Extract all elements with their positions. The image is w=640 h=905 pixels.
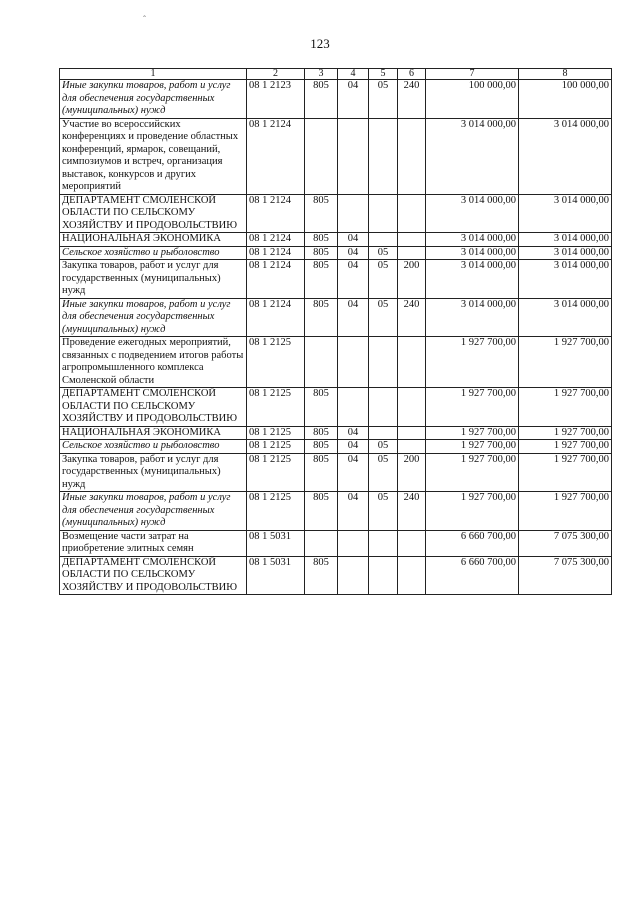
cell-target-article: 08 1 2124 <box>247 194 305 233</box>
cell-target-article: 08 1 2124 <box>247 246 305 260</box>
cell-section <box>338 118 369 194</box>
cell-target-article: 08 1 2124 <box>247 118 305 194</box>
cell-sum-year-2: 1 927 700,00 <box>519 426 612 440</box>
cell-expense-type <box>398 233 426 247</box>
cell-expense-type <box>398 426 426 440</box>
cell-sum-year-1: 3 014 000,00 <box>426 118 519 194</box>
table-row <box>60 246 612 260</box>
cell-name: Сельское хозяйство и рыболовство <box>60 440 247 454</box>
cell-expense-type: 240 <box>398 298 426 337</box>
cell-target-article: 08 1 2125 <box>247 492 305 531</box>
budget-table <box>59 68 612 595</box>
cell-sum-year-2: 3 014 000,00 <box>519 233 612 247</box>
cell-sum-year-1: 3 014 000,00 <box>426 194 519 233</box>
header-col-3: 3 <box>305 69 338 80</box>
cell-name: Иные закупки товаров, работ и услуг для обеспечения государственных (муниципальных) нужд <box>60 80 247 119</box>
table-row <box>60 118 612 194</box>
cell-department-code: 805 <box>305 194 338 233</box>
table-row <box>60 260 612 299</box>
cell-target-article: 08 1 2124 <box>247 298 305 337</box>
cell-subsection <box>369 194 398 233</box>
cell-expense-type <box>398 337 426 388</box>
cell-department-code: 805 <box>305 440 338 454</box>
cell-subsection: 05 <box>369 492 398 531</box>
cell-section: 04 <box>338 246 369 260</box>
table-row <box>60 388 612 427</box>
cell-target-article: 08 1 2125 <box>247 337 305 388</box>
table-row <box>60 194 612 233</box>
cell-expense-type <box>398 194 426 233</box>
table-row <box>60 453 612 492</box>
cell-sum-year-2: 3 014 000,00 <box>519 194 612 233</box>
cell-sum-year-1: 100 000,00 <box>426 80 519 119</box>
cell-subsection: 05 <box>369 260 398 299</box>
scan-speck: ˆ <box>143 14 146 24</box>
cell-name: Сельское хозяйство и рыболовство <box>60 246 247 260</box>
cell-subsection <box>369 426 398 440</box>
cell-department-code: 805 <box>305 492 338 531</box>
cell-section: 04 <box>338 453 369 492</box>
cell-target-article: 08 1 2123 <box>247 80 305 119</box>
cell-name: Закупка товаров, работ и услуг для государственных (муниципальных) нужд <box>60 260 247 299</box>
cell-expense-type <box>398 388 426 427</box>
cell-target-article: 08 1 2124 <box>247 233 305 247</box>
cell-department-code <box>305 530 338 556</box>
cell-department-code: 805 <box>305 453 338 492</box>
cell-section <box>338 556 369 595</box>
header-row <box>60 69 612 80</box>
table-row <box>60 530 612 556</box>
cell-subsection <box>369 388 398 427</box>
cell-sum-year-2: 7 075 300,00 <box>519 530 612 556</box>
cell-subsection <box>369 530 398 556</box>
cell-sum-year-1: 3 014 000,00 <box>426 298 519 337</box>
cell-section <box>338 530 369 556</box>
header-col-5: 5 <box>369 69 398 80</box>
cell-section <box>338 388 369 427</box>
cell-subsection <box>369 118 398 194</box>
cell-sum-year-2: 100 000,00 <box>519 80 612 119</box>
cell-section: 04 <box>338 298 369 337</box>
cell-expense-type: 240 <box>398 492 426 531</box>
cell-sum-year-2: 3 014 000,00 <box>519 118 612 194</box>
table-row <box>60 426 612 440</box>
cell-section: 04 <box>338 426 369 440</box>
header-col-6: 6 <box>398 69 426 80</box>
cell-subsection: 05 <box>369 80 398 119</box>
table-row <box>60 233 612 247</box>
table-body <box>60 80 612 595</box>
cell-sum-year-2: 1 927 700,00 <box>519 388 612 427</box>
table-row <box>60 80 612 119</box>
cell-sum-year-1: 3 014 000,00 <box>426 260 519 299</box>
table-row <box>60 440 612 454</box>
cell-subsection <box>369 233 398 247</box>
cell-target-article: 08 1 2125 <box>247 426 305 440</box>
cell-section: 04 <box>338 233 369 247</box>
cell-sum-year-1: 1 927 700,00 <box>426 388 519 427</box>
header-col-8: 8 <box>519 69 612 80</box>
table-row <box>60 337 612 388</box>
cell-section: 04 <box>338 260 369 299</box>
cell-department-code: 805 <box>305 556 338 595</box>
cell-subsection: 05 <box>369 440 398 454</box>
cell-department-code: 805 <box>305 426 338 440</box>
cell-name: Возмещение части затрат на приобретение элитных семян <box>60 530 247 556</box>
cell-subsection: 05 <box>369 453 398 492</box>
cell-sum-year-1: 6 660 700,00 <box>426 556 519 595</box>
cell-sum-year-2: 7 075 300,00 <box>519 556 612 595</box>
table-row <box>60 556 612 595</box>
cell-expense-type <box>398 530 426 556</box>
table-row <box>60 492 612 531</box>
cell-department-code <box>305 118 338 194</box>
cell-name: Иные закупки товаров, работ и услуг для обеспечения государственных (муниципальных) нужд <box>60 298 247 337</box>
table-row <box>60 298 612 337</box>
cell-sum-year-2: 3 014 000,00 <box>519 246 612 260</box>
cell-name: Проведение ежегодных мероприятий, связанных с подведением итогов работы агропромышленного комплекса Смоленской области <box>60 337 247 388</box>
cell-section <box>338 194 369 233</box>
cell-section <box>338 337 369 388</box>
cell-expense-type <box>398 118 426 194</box>
cell-sum-year-1: 1 927 700,00 <box>426 453 519 492</box>
cell-sum-year-2: 1 927 700,00 <box>519 453 612 492</box>
cell-sum-year-2: 1 927 700,00 <box>519 337 612 388</box>
header-col-4: 4 <box>338 69 369 80</box>
page-number: 123 <box>310 36 330 51</box>
cell-name: Закупка товаров, работ и услуг для государственных (муниципальных) нужд <box>60 453 247 492</box>
cell-sum-year-1: 1 927 700,00 <box>426 426 519 440</box>
cell-section: 04 <box>338 492 369 531</box>
cell-department-code: 805 <box>305 80 338 119</box>
cell-expense-type: 200 <box>398 453 426 492</box>
cell-name: НАЦИОНАЛЬНАЯ ЭКОНОМИКА <box>60 233 247 247</box>
header-col-1: 1 <box>60 69 247 80</box>
cell-department-code: 805 <box>305 388 338 427</box>
cell-name: Участие во всероссийских конференциях и проведение областных конференций, ярмарок, совещаний, симпозиумов и встреч, организация выставок, конкурсов и других мероприятий <box>60 118 247 194</box>
cell-subsection: 05 <box>369 246 398 260</box>
cell-target-article: 08 1 2125 <box>247 388 305 427</box>
cell-subsection <box>369 556 398 595</box>
cell-target-article: 08 1 2124 <box>247 260 305 299</box>
header-col-7: 7 <box>426 69 519 80</box>
cell-sum-year-2: 1 927 700,00 <box>519 492 612 531</box>
cell-sum-year-2: 1 927 700,00 <box>519 440 612 454</box>
cell-subsection: 05 <box>369 298 398 337</box>
cell-sum-year-1: 3 014 000,00 <box>426 246 519 260</box>
cell-sum-year-1: 3 014 000,00 <box>426 233 519 247</box>
header-col-2: 2 <box>247 69 305 80</box>
cell-target-article: 08 1 2125 <box>247 453 305 492</box>
cell-subsection <box>369 337 398 388</box>
cell-target-article: 08 1 5031 <box>247 530 305 556</box>
cell-expense-type <box>398 246 426 260</box>
cell-department-code: 805 <box>305 298 338 337</box>
cell-name: НАЦИОНАЛЬНАЯ ЭКОНОМИКА <box>60 426 247 440</box>
cell-expense-type <box>398 556 426 595</box>
cell-section: 04 <box>338 440 369 454</box>
cell-expense-type: 200 <box>398 260 426 299</box>
table-header <box>60 69 612 80</box>
cell-department-code: 805 <box>305 246 338 260</box>
cell-section: 04 <box>338 80 369 119</box>
cell-sum-year-1: 1 927 700,00 <box>426 492 519 531</box>
cell-sum-year-2: 3 014 000,00 <box>519 298 612 337</box>
cell-sum-year-1: 1 927 700,00 <box>426 440 519 454</box>
cell-target-article: 08 1 5031 <box>247 556 305 595</box>
cell-expense-type <box>398 440 426 454</box>
cell-name: ДЕПАРТАМЕНТ СМОЛЕНСКОЙ ОБЛАСТИ ПО СЕЛЬСКОМУ ХОЗЯЙСТВУ И ПРОДОВОЛЬСТВИЮ <box>60 388 247 427</box>
cell-target-article: 08 1 2125 <box>247 440 305 454</box>
cell-expense-type: 240 <box>398 80 426 119</box>
cell-name: ДЕПАРТАМЕНТ СМОЛЕНСКОЙ ОБЛАСТИ ПО СЕЛЬСКОМУ ХОЗЯЙСТВУ И ПРОДОВОЛЬСТВИЮ <box>60 556 247 595</box>
cell-sum-year-1: 6 660 700,00 <box>426 530 519 556</box>
cell-name: ДЕПАРТАМЕНТ СМОЛЕНСКОЙ ОБЛАСТИ ПО СЕЛЬСКОМУ ХОЗЯЙСТВУ И ПРОДОВОЛЬСТВИЮ <box>60 194 247 233</box>
cell-sum-year-1: 1 927 700,00 <box>426 337 519 388</box>
cell-department-code: 805 <box>305 260 338 299</box>
cell-department-code <box>305 337 338 388</box>
cell-department-code: 805 <box>305 233 338 247</box>
cell-sum-year-2: 3 014 000,00 <box>519 260 612 299</box>
cell-name: Иные закупки товаров, работ и услуг для обеспечения государственных (муниципальных) нужд <box>60 492 247 531</box>
